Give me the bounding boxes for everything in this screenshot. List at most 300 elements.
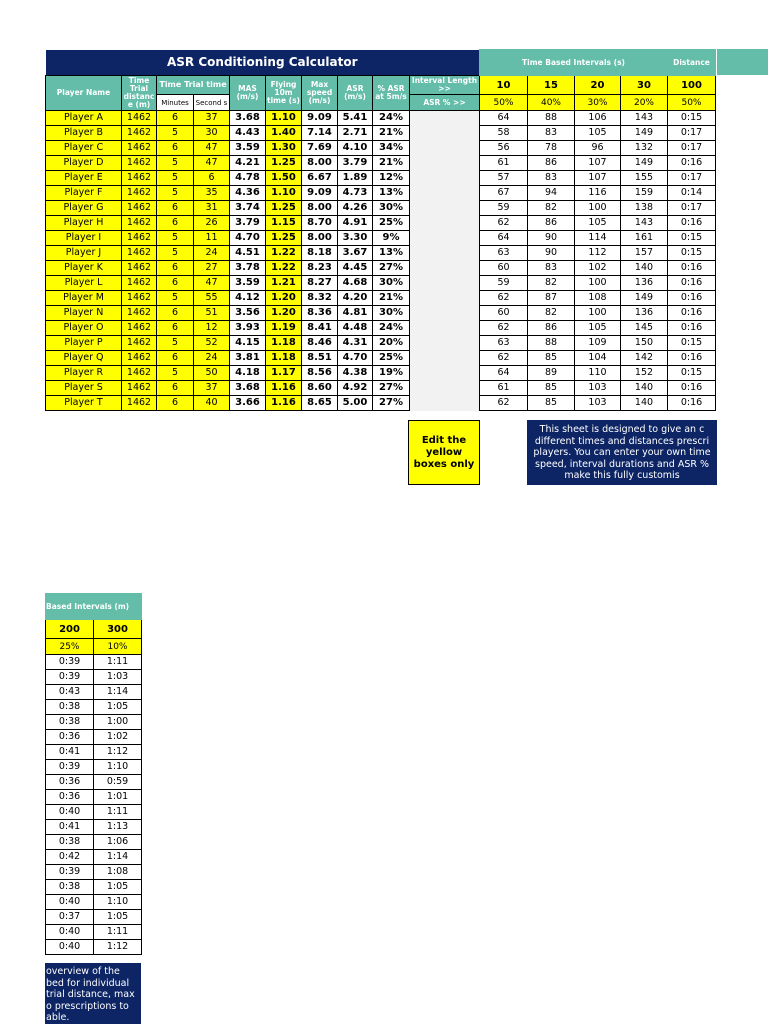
flying-time-cell[interactable]: 1.17 xyxy=(266,366,302,381)
tt-seconds-cell[interactable]: 47 xyxy=(194,156,230,171)
spacer-cell xyxy=(410,321,480,336)
flying-time-cell[interactable]: 1.25 xyxy=(266,201,302,216)
player-name-cell[interactable]: Player Q xyxy=(46,351,122,366)
mas-cell: 4.70 xyxy=(230,231,266,246)
time-interval-cell: 82 xyxy=(528,306,575,321)
tt-distance-cell[interactable]: 1462 xyxy=(122,186,157,201)
time-col-10[interactable]: 10 xyxy=(480,76,528,95)
table-row xyxy=(46,715,142,730)
tt-minutes-cell[interactable]: 5 xyxy=(157,171,194,186)
max-speed-cell: 9.09 xyxy=(302,111,338,126)
time-interval-cell: 143 xyxy=(621,216,668,231)
time-interval-cell: 105 xyxy=(575,126,621,141)
time-interval-cell: 114 xyxy=(575,231,621,246)
time-interval-cell: 83 xyxy=(528,171,575,186)
player-name-cell[interactable]: Player H xyxy=(46,216,122,231)
time-interval-cell: 159 xyxy=(621,186,668,201)
tt-distance-cell[interactable]: 1462 xyxy=(122,126,157,141)
distance-interval-cell: 1:08 xyxy=(94,865,142,880)
time-intervals-header: Time Based Intervals (s) xyxy=(480,50,668,76)
time-interval-cell: 86 xyxy=(528,321,575,336)
max-speed-cell: 7.14 xyxy=(302,126,338,141)
time-pct-20[interactable]: 30% xyxy=(575,95,621,111)
max-speed-cell: 8.18 xyxy=(302,246,338,261)
tt-minutes-cell[interactable]: 5 xyxy=(157,126,194,141)
time-interval-cell: 157 xyxy=(621,246,668,261)
col-header-tt-distance: Time Trial distanc e (m) xyxy=(122,76,157,111)
tt-minutes-cell[interactable]: 5 xyxy=(157,366,194,381)
distance-interval-cell: 0:41 xyxy=(46,820,94,835)
time-interval-cell: 110 xyxy=(575,366,621,381)
max-speed-cell: 8.00 xyxy=(302,201,338,216)
time-interval-cell: 62 xyxy=(480,291,528,306)
time-interval-cell: 155 xyxy=(621,171,668,186)
flying-time-cell[interactable]: 1.30 xyxy=(266,141,302,156)
mas-cell: 3.59 xyxy=(230,276,266,291)
time-interval-cell: 140 xyxy=(621,381,668,396)
distance-interval-cell: 0:16 xyxy=(668,351,716,366)
distance-interval-cell: 0:16 xyxy=(668,291,716,306)
time-col-20[interactable]: 20 xyxy=(575,76,621,95)
asr-cell: 4.45 xyxy=(338,261,373,276)
time-interval-cell: 149 xyxy=(621,156,668,171)
asr-cell: 5.00 xyxy=(338,396,373,411)
distance-interval-cell: 0:39 xyxy=(46,865,94,880)
asr-cell: 1.89 xyxy=(338,171,373,186)
time-interval-cell: 149 xyxy=(621,291,668,306)
dist-col-300[interactable]: 300 xyxy=(94,620,142,639)
flying-time-cell[interactable]: 1.16 xyxy=(266,396,302,411)
max-speed-cell: 8.65 xyxy=(302,396,338,411)
max-speed-cell: 8.32 xyxy=(302,291,338,306)
distance-interval-cell: 0:16 xyxy=(668,321,716,336)
tt-minutes-cell[interactable]: 5 xyxy=(157,291,194,306)
mas-cell: 4.15 xyxy=(230,336,266,351)
time-interval-cell: 100 xyxy=(575,306,621,321)
pct-asr-cell: 9% xyxy=(373,231,410,246)
tt-distance-cell[interactable]: 1462 xyxy=(122,171,157,186)
spacer-cell xyxy=(410,231,480,246)
tt-minutes-cell[interactable]: 6 xyxy=(157,261,194,276)
time-pct-15[interactable]: 40% xyxy=(528,95,575,111)
asr-cell: 4.70 xyxy=(338,351,373,366)
distance-interval-cell: 1:14 xyxy=(94,685,142,700)
pct-asr-cell: 27% xyxy=(373,261,410,276)
time-interval-cell: 62 xyxy=(480,351,528,366)
table-row xyxy=(46,111,716,126)
table-row xyxy=(46,231,716,246)
info-line: This sheet is designed to give an c xyxy=(539,424,705,435)
dist-col-200[interactable]: 200 xyxy=(46,620,94,639)
edit-note-text: Edit the yellow boxes only xyxy=(413,435,475,470)
time-interval-cell: 59 xyxy=(480,201,528,216)
flying-time-cell[interactable]: 1.19 xyxy=(266,321,302,336)
tt-seconds-cell[interactable]: 24 xyxy=(194,246,230,261)
player-name-cell[interactable]: Player N xyxy=(46,306,122,321)
tt-seconds-cell[interactable]: 35 xyxy=(194,186,230,201)
tt-minutes-cell[interactable]: 6 xyxy=(157,306,194,321)
table-row xyxy=(46,381,716,396)
distance-interval-cell: 0:15 xyxy=(668,366,716,381)
col-header-player-name: Player Name xyxy=(46,76,122,111)
time-interval-cell: 140 xyxy=(621,261,668,276)
flying-time-cell[interactable]: 1.20 xyxy=(266,291,302,306)
time-interval-cell: 57 xyxy=(480,171,528,186)
tt-minutes-cell[interactable]: 6 xyxy=(157,351,194,366)
time-interval-cell: 136 xyxy=(621,306,668,321)
table-row xyxy=(46,820,142,835)
table-row xyxy=(46,895,142,910)
tt-seconds-cell[interactable]: 52 xyxy=(194,336,230,351)
pct-asr-cell: 25% xyxy=(373,351,410,366)
player-name-cell[interactable]: Player S xyxy=(46,381,122,396)
distance-interval-cell: 0:17 xyxy=(668,201,716,216)
distance-interval-cell: 0:38 xyxy=(46,880,94,895)
tt-seconds-cell[interactable]: 37 xyxy=(194,111,230,126)
tt-distance-cell[interactable]: 1462 xyxy=(122,201,157,216)
pct-asr-cell: 13% xyxy=(373,246,410,261)
table-row xyxy=(46,171,716,186)
tt-minutes-cell[interactable]: 6 xyxy=(157,396,194,411)
table-row xyxy=(46,186,716,201)
info-box-right xyxy=(527,420,717,485)
spacer-cell xyxy=(410,126,480,141)
distance-interval-cell: 0:39 xyxy=(46,655,94,670)
mas-cell: 3.68 xyxy=(230,111,266,126)
mas-cell: 4.18 xyxy=(230,366,266,381)
table-row xyxy=(46,745,142,760)
mas-cell: 4.12 xyxy=(230,291,266,306)
flying-time-cell[interactable]: 1.22 xyxy=(266,261,302,276)
tt-minutes-cell[interactable]: 5 xyxy=(157,336,194,351)
distance-interval-cell: 0:16 xyxy=(668,306,716,321)
table-row xyxy=(46,336,716,351)
tt-minutes-cell[interactable]: 5 xyxy=(157,231,194,246)
time-interval-cell: 64 xyxy=(480,366,528,381)
pct-asr-cell: 12% xyxy=(373,171,410,186)
pct-asr-cell: 24% xyxy=(373,321,410,336)
player-name-cell[interactable]: Player C xyxy=(46,141,122,156)
tt-seconds-cell[interactable]: 12 xyxy=(194,321,230,336)
player-name-cell[interactable]: Player T xyxy=(46,396,122,411)
page-title: ASR Conditioning Calculator xyxy=(46,50,480,76)
col-header-seconds: Second s xyxy=(194,95,230,111)
distance-interval-cell: 0:41 xyxy=(46,745,94,760)
tt-seconds-cell[interactable]: 50 xyxy=(194,366,230,381)
time-interval-cell: 107 xyxy=(575,156,621,171)
player-name-cell[interactable]: Player D xyxy=(46,156,122,171)
time-interval-cell: 107 xyxy=(575,171,621,186)
pct-asr-cell: 30% xyxy=(373,201,410,216)
distance-interval-cell: 1:14 xyxy=(94,850,142,865)
time-interval-cell: 85 xyxy=(528,381,575,396)
player-name-cell[interactable]: Player E xyxy=(46,171,122,186)
flying-time-cell[interactable]: 1.21 xyxy=(266,276,302,291)
time-interval-cell: 87 xyxy=(528,291,575,306)
tt-minutes-cell[interactable]: 5 xyxy=(157,186,194,201)
time-interval-cell: 82 xyxy=(528,276,575,291)
tt-minutes-cell[interactable]: 6 xyxy=(157,321,194,336)
distance-interval-cell: 0:17 xyxy=(668,171,716,186)
asr-cell: 4.26 xyxy=(338,201,373,216)
distance-interval-cell: 0:40 xyxy=(46,895,94,910)
distance-interval-cell: 0:36 xyxy=(46,775,94,790)
tt-seconds-cell[interactable]: 6 xyxy=(194,171,230,186)
mas-cell: 3.56 xyxy=(230,306,266,321)
info-line: different times and distances prescri xyxy=(534,435,710,447)
max-speed-cell: 8.46 xyxy=(302,336,338,351)
flying-time-cell[interactable]: 1.40 xyxy=(266,126,302,141)
time-pct-10[interactable]: 50% xyxy=(480,95,528,111)
distance-interval-cell: 0:40 xyxy=(46,940,94,955)
flying-time-cell[interactable]: 1.18 xyxy=(266,336,302,351)
col-header-pct-asr: % ASR at 5m/s xyxy=(373,76,410,111)
distance-interval-cell: 0:17 xyxy=(668,141,716,156)
asr-cell: 5.41 xyxy=(338,111,373,126)
max-speed-cell: 8.00 xyxy=(302,156,338,171)
spacer-cell xyxy=(410,351,480,366)
table-row xyxy=(46,865,142,880)
tt-distance-cell[interactable]: 1462 xyxy=(122,366,157,381)
asr-cell: 2.71 xyxy=(338,126,373,141)
distance-interval-cell: 0:38 xyxy=(46,835,94,850)
pct-asr-cell: 21% xyxy=(373,156,410,171)
flying-time-cell[interactable]: 1.15 xyxy=(266,216,302,231)
pct-asr-cell: 30% xyxy=(373,276,410,291)
table-row xyxy=(46,880,142,895)
spacer-cell xyxy=(410,381,480,396)
player-name-cell[interactable]: Player K xyxy=(46,261,122,276)
distance-interval-cell: 1:13 xyxy=(94,820,142,835)
tt-distance-cell[interactable]: 1462 xyxy=(122,396,157,411)
max-speed-cell: 6.67 xyxy=(302,171,338,186)
tt-seconds-cell[interactable]: 55 xyxy=(194,291,230,306)
player-name-cell[interactable]: Player I xyxy=(46,231,122,246)
tt-seconds-cell[interactable]: 24 xyxy=(194,351,230,366)
time-interval-cell: 64 xyxy=(480,111,528,126)
time-interval-cell: 67 xyxy=(480,186,528,201)
tt-distance-cell[interactable]: 1462 xyxy=(122,351,157,366)
table-row xyxy=(46,790,142,805)
table-row xyxy=(46,396,716,411)
tt-seconds-cell[interactable]: 51 xyxy=(194,306,230,321)
distance-interval-cell: 0:14 xyxy=(668,186,716,201)
distance-interval-cell: 0:43 xyxy=(46,685,94,700)
player-name-cell[interactable]: Player R xyxy=(46,366,122,381)
tt-distance-cell[interactable]: 1462 xyxy=(122,156,157,171)
time-interval-cell: 105 xyxy=(575,216,621,231)
tt-distance-cell[interactable]: 1462 xyxy=(122,216,157,231)
spacer-cell xyxy=(410,246,480,261)
player-name-cell[interactable]: Player B xyxy=(46,126,122,141)
tt-distance-cell[interactable]: 1462 xyxy=(122,231,157,246)
tt-seconds-cell[interactable]: 47 xyxy=(194,141,230,156)
pct-asr-cell: 13% xyxy=(373,186,410,201)
flying-time-cell[interactable]: 1.22 xyxy=(266,246,302,261)
tt-minutes-cell[interactable]: 6 xyxy=(157,381,194,396)
max-speed-cell: 8.41 xyxy=(302,321,338,336)
tt-seconds-cell[interactable]: 11 xyxy=(194,231,230,246)
spacer-cell xyxy=(410,186,480,201)
player-name-cell[interactable]: Player P xyxy=(46,336,122,351)
player-name-cell[interactable]: Player L xyxy=(46,276,122,291)
player-name-cell[interactable]: Player M xyxy=(46,291,122,306)
dist-pct-200[interactable]: 25% xyxy=(46,639,94,655)
pct-asr-cell: 25% xyxy=(373,216,410,231)
table-row xyxy=(46,366,716,381)
asr-cell: 4.31 xyxy=(338,336,373,351)
time-interval-cell: 104 xyxy=(575,351,621,366)
info-line: o prescriptions to xyxy=(46,1000,129,1012)
time-interval-cell: 100 xyxy=(575,276,621,291)
time-pct-30[interactable]: 20% xyxy=(621,95,668,111)
pct-asr-cell: 24% xyxy=(373,111,410,126)
time-col-30[interactable]: 30 xyxy=(621,76,668,95)
dist-col-100[interactable]: 100 xyxy=(668,76,716,95)
player-name-cell[interactable]: Player F xyxy=(46,186,122,201)
table-row xyxy=(46,760,142,775)
tt-distance-cell[interactable]: 1462 xyxy=(122,246,157,261)
time-interval-cell: 145 xyxy=(621,321,668,336)
tt-minutes-cell[interactable]: 5 xyxy=(157,246,194,261)
table-row xyxy=(46,261,716,276)
time-interval-cell: 150 xyxy=(621,336,668,351)
distance-interval-cell: 1:10 xyxy=(94,895,142,910)
time-interval-cell: 116 xyxy=(575,186,621,201)
flying-time-cell[interactable]: 1.18 xyxy=(266,351,302,366)
spacer-cell xyxy=(410,336,480,351)
asr-cell: 3.30 xyxy=(338,231,373,246)
info-line: make this fully customis xyxy=(564,470,680,481)
time-interval-cell: 59 xyxy=(480,276,528,291)
tt-distance-cell[interactable]: 1462 xyxy=(122,321,157,336)
time-interval-cell: 62 xyxy=(480,321,528,336)
table-row xyxy=(46,850,142,865)
flying-time-cell[interactable]: 1.25 xyxy=(266,231,302,246)
time-interval-cell: 105 xyxy=(575,321,621,336)
tt-minutes-cell[interactable]: 5 xyxy=(157,156,194,171)
asr-cell: 4.92 xyxy=(338,381,373,396)
player-name-cell[interactable]: Player A xyxy=(46,111,122,126)
flying-time-cell[interactable]: 1.25 xyxy=(266,156,302,171)
asr-cell: 4.68 xyxy=(338,276,373,291)
time-interval-cell: 152 xyxy=(621,366,668,381)
pct-asr-cell: 21% xyxy=(373,126,410,141)
interval-length-label: Interval Length >> xyxy=(410,76,480,95)
distance-interval-cell: 0:17 xyxy=(668,126,716,141)
tt-minutes-cell[interactable]: 6 xyxy=(157,141,194,156)
time-interval-cell: 63 xyxy=(480,336,528,351)
tt-distance-cell[interactable]: 1462 xyxy=(122,276,157,291)
distance-interval-cell: 0:16 xyxy=(668,216,716,231)
flying-time-cell[interactable]: 1.50 xyxy=(266,171,302,186)
max-speed-cell: 8.60 xyxy=(302,381,338,396)
pct-asr-cell: 21% xyxy=(373,291,410,306)
player-name-cell[interactable]: Player O xyxy=(46,321,122,336)
tt-minutes-cell[interactable]: 6 xyxy=(157,216,194,231)
tt-seconds-cell[interactable]: 37 xyxy=(194,381,230,396)
tt-minutes-cell[interactable]: 6 xyxy=(157,276,194,291)
distance-interval-cell: 0:38 xyxy=(46,700,94,715)
flying-time-cell[interactable]: 1.10 xyxy=(266,186,302,201)
tt-seconds-cell[interactable]: 30 xyxy=(194,126,230,141)
time-interval-cell: 86 xyxy=(528,216,575,231)
tt-distance-cell[interactable]: 1462 xyxy=(122,111,157,126)
mas-cell: 3.66 xyxy=(230,396,266,411)
flying-time-cell[interactable]: 1.16 xyxy=(266,381,302,396)
table-row xyxy=(46,246,716,261)
mas-cell: 3.74 xyxy=(230,201,266,216)
max-speed-cell: 8.56 xyxy=(302,366,338,381)
distance-interval-cell: 0:15 xyxy=(668,336,716,351)
distance-interval-cell: 0:16 xyxy=(668,276,716,291)
distance-interval-cell: 1:05 xyxy=(94,700,142,715)
time-interval-cell: 149 xyxy=(621,126,668,141)
spacer-cell xyxy=(410,306,480,321)
distance-interval-cell: 0:38 xyxy=(46,715,94,730)
asr-cell: 4.48 xyxy=(338,321,373,336)
tt-minutes-cell[interactable]: 6 xyxy=(157,111,194,126)
table-row xyxy=(46,321,716,336)
col-header-flying: Flying 10m time (s) xyxy=(266,76,302,111)
tt-seconds-cell[interactable]: 47 xyxy=(194,276,230,291)
tt-distance-cell[interactable]: 1462 xyxy=(122,141,157,156)
tt-distance-cell[interactable]: 1462 xyxy=(122,336,157,351)
table-row xyxy=(46,700,142,715)
pct-asr-cell: 34% xyxy=(373,141,410,156)
dist-pct-300[interactable]: 10% xyxy=(94,639,142,655)
table-row xyxy=(46,351,716,366)
tt-distance-cell[interactable]: 1462 xyxy=(122,261,157,276)
dist-pct-100[interactable]: 50% xyxy=(668,95,716,111)
mas-cell: 3.93 xyxy=(230,321,266,336)
distance-interval-cell: 0:16 xyxy=(668,381,716,396)
tt-seconds-cell[interactable]: 27 xyxy=(194,261,230,276)
time-interval-cell: 90 xyxy=(528,246,575,261)
spacer-cell xyxy=(410,261,480,276)
mas-cell: 3.68 xyxy=(230,381,266,396)
time-interval-cell: 109 xyxy=(575,336,621,351)
time-interval-cell: 132 xyxy=(621,141,668,156)
distance-interval-cell: 1:10 xyxy=(94,760,142,775)
time-interval-cell: 62 xyxy=(480,396,528,411)
time-col-15[interactable]: 15 xyxy=(528,76,575,95)
time-interval-cell: 100 xyxy=(575,201,621,216)
distance-interval-cell: 0:39 xyxy=(46,760,94,775)
time-interval-cell: 64 xyxy=(480,231,528,246)
flying-time-cell[interactable]: 1.10 xyxy=(266,111,302,126)
tt-distance-cell[interactable]: 1462 xyxy=(122,381,157,396)
table-row xyxy=(46,835,142,850)
tt-seconds-cell[interactable]: 40 xyxy=(194,396,230,411)
tt-distance-cell[interactable]: 1462 xyxy=(122,291,157,306)
player-name-cell[interactable]: Player G xyxy=(46,201,122,216)
table-row xyxy=(46,910,142,925)
spacer-cell xyxy=(410,156,480,171)
tt-minutes-cell[interactable]: 6 xyxy=(157,201,194,216)
table-row xyxy=(46,156,716,171)
tt-seconds-cell[interactable]: 31 xyxy=(194,201,230,216)
time-interval-cell: 85 xyxy=(528,396,575,411)
table-row xyxy=(46,805,142,820)
col-header-minutes: Minutes xyxy=(157,95,194,111)
time-interval-cell: 88 xyxy=(528,336,575,351)
tt-seconds-cell[interactable]: 26 xyxy=(194,216,230,231)
tt-distance-cell[interactable]: 1462 xyxy=(122,306,157,321)
table-row xyxy=(46,306,716,321)
flying-time-cell[interactable]: 1.20 xyxy=(266,306,302,321)
player-name-cell[interactable]: Player J xyxy=(46,246,122,261)
